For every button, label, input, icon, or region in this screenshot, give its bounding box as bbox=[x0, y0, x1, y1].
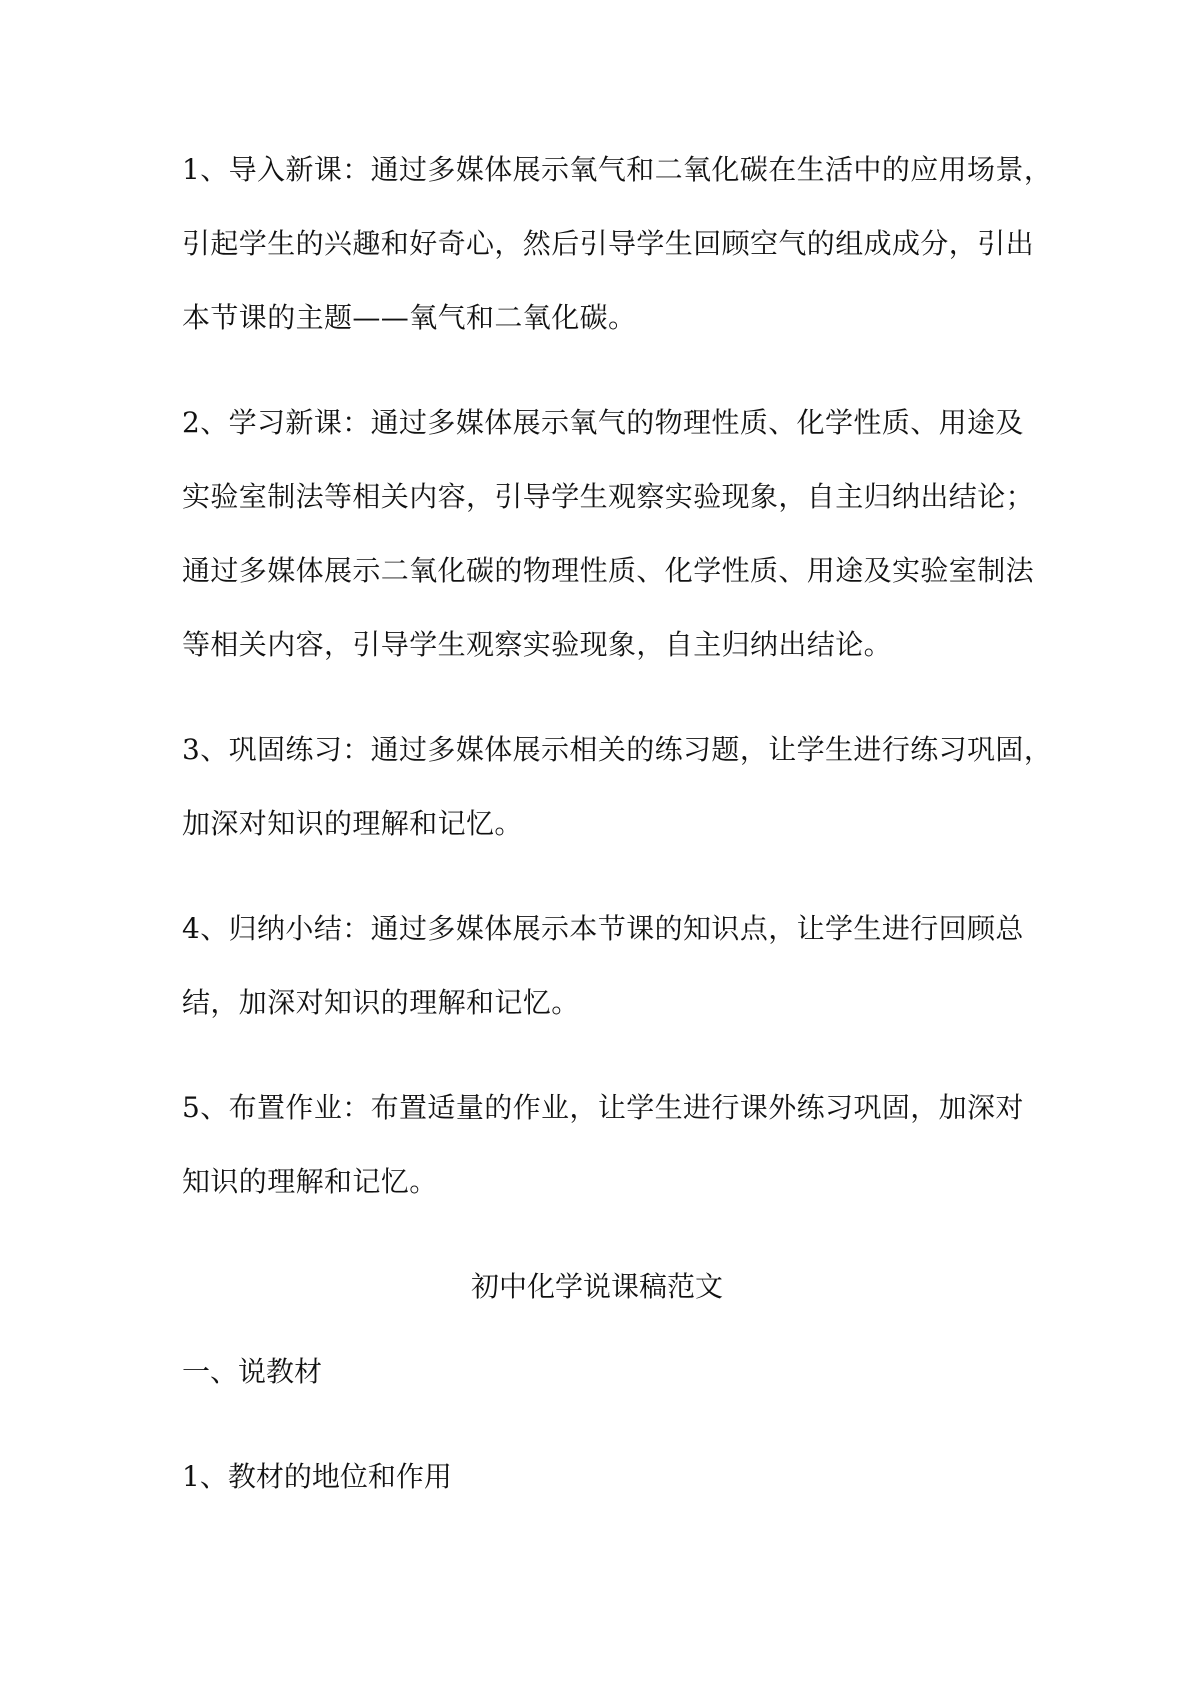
paragraph-line: 引起学生的兴趣和好奇心，然后引导学生回顾空气的组成成分，引出 bbox=[182, 227, 1035, 260]
section-heading: 一、说教材 bbox=[182, 1355, 323, 1388]
paragraph-learn-new-lesson bbox=[182, 386, 1035, 682]
paragraph-line: 5、布置作业：布置适量的作业，让学生进行课外练习巩固，加深对 bbox=[182, 1091, 1024, 1124]
paragraph-line: 4、归纳小结：通过多媒体展示本节课的知识点，让学生进行回顾总 bbox=[182, 912, 1024, 945]
paragraph-homework bbox=[182, 1071, 1024, 1219]
paragraph-line: 实验室制法等相关内容，引导学生观察实验现象，自主归纳出结论； bbox=[182, 480, 1035, 513]
document-title: 初中化学说课稿范文 bbox=[470, 1270, 723, 1303]
paragraph-import-new-lesson bbox=[182, 133, 1053, 355]
paragraph-line: 3、巩固练习：通过多媒体展示相关的练习题，让学生进行练习巩固， bbox=[182, 733, 1053, 766]
paragraph-consolidation-practice bbox=[182, 713, 1053, 861]
document-content bbox=[182, 133, 1053, 1545]
paragraph-line: 1、导入新课：通过多媒体展示氧气和二氧化碳在生活中的应用场景， bbox=[182, 153, 1053, 186]
paragraph-line: 2、学习新课：通过多媒体展示氧气的物理性质、化学性质、用途及 bbox=[182, 406, 1024, 439]
paragraph-line: 等相关内容，引导学生观察实验现象，自主归纳出结论。 bbox=[182, 628, 893, 661]
paragraph-line: 知识的理解和记忆。 bbox=[182, 1165, 438, 1198]
subsection-heading: 1、教材的地位和作用 bbox=[182, 1460, 452, 1493]
paragraph-line: 通过多媒体展示二氧化碳的物理性质、化学性质、用途及实验室制法 bbox=[182, 554, 1035, 587]
paragraph-line: 结，加深对知识的理解和记忆。 bbox=[182, 986, 580, 1019]
paragraph-line: 加深对知识的理解和记忆。 bbox=[182, 807, 523, 840]
paragraph-summary bbox=[182, 892, 1024, 1040]
paragraph-line: 本节课的主题——氧气和二氧化碳。 bbox=[182, 301, 637, 334]
